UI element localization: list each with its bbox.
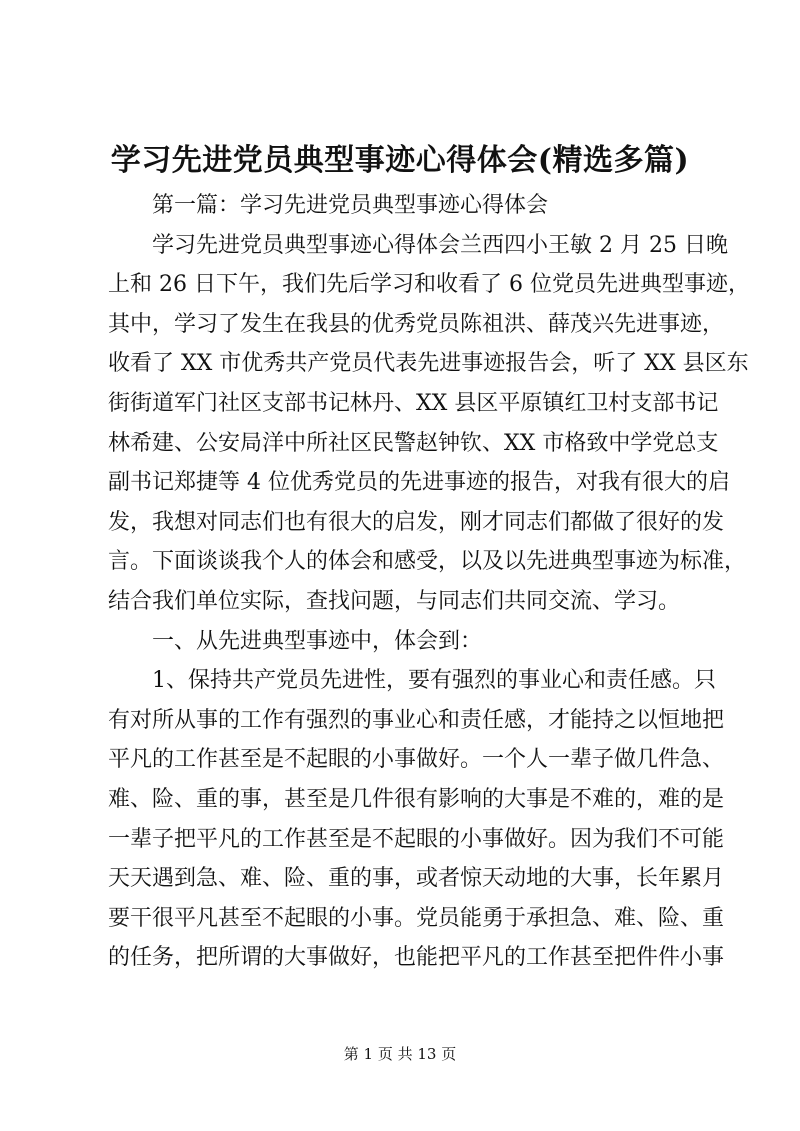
paragraph-line: 结合我们单位实际，查找问题，与同志们共同交流、学习。 [108,588,681,614]
paragraph-line: 林希建、公安局洋中所社区民警赵钟钦、XX 市格致中学党总支 [108,430,719,456]
paragraph-line: 发，我想对同志们也有很大的启发，刚才同志们都做了很好的发 [108,509,725,535]
paragraph-line: 1、保持共产党员先进性，要有强烈的事业心和责任感。只 [152,668,716,694]
paragraph-line: 难、险、重的事，甚至是几件很有影响的大事是不难的，难的是 [108,786,725,812]
page-number-footer: 第 1 页 共 13 页 [343,1045,457,1063]
paragraph-line: 副书记郑捷等 4 位优秀党员的先进事迹的报告，对我有很大的启 [108,470,730,496]
paragraph-line: 其中，学习了发生在我县的优秀党员陈祖洪、薛茂兴先进事迹， [108,311,725,337]
paragraph-line: 一辈子把平凡的工作甚至是不起眼的小事做好。因为我们不可能 [108,826,725,852]
paragraph-line: 学习先进党员典型事迹心得体会兰西四小王敏 2 月 25 日晚 [152,232,728,258]
document-body [108,186,750,978]
paragraph-line: 天天遇到急、难、险、重的事，或者惊天动地的大事，长年累月 [108,866,725,892]
paragraph-line: 上和 26 日下午，我们先后学习和收看了 6 位党员先进典型事迹， [108,272,750,298]
paragraph-line: 要干很平凡甚至不起眼的小事。党员能勇于承担急、难、险、重 [108,905,725,931]
paragraph-line: 的任务，把所谓的大事做好，也能把平凡的工作甚至把件件小事 [108,945,725,971]
section-heading: 第一篇：学习先进党员典型事迹心得体会 [152,193,549,218]
paragraph-line: 平凡的工作甚至是不起眼的小事做好。一个人一辈子做几件急、 [108,747,725,773]
paragraph-line: 有对所从事的工作有强烈的事业心和责任感，才能持之以恒地把 [108,707,725,733]
subsection-heading: 一、从先进典型事迹中，体会到： [152,628,483,654]
paragraph-line: 街街道军门社区支部书记林丹、XX 县区平原镇红卫村支部书记 [108,390,719,416]
paragraph-line: 言。下面谈谈我个人的体会和感受，以及以先进典型事迹为标准， [108,549,747,575]
paragraph-line: 收看了 XX 市优秀共产党员代表先进事迹报告会，听了 XX 县区东 [108,351,749,377]
document-title: 学习先进党员典型事迹心得体会(精选多篇) [110,143,690,178]
